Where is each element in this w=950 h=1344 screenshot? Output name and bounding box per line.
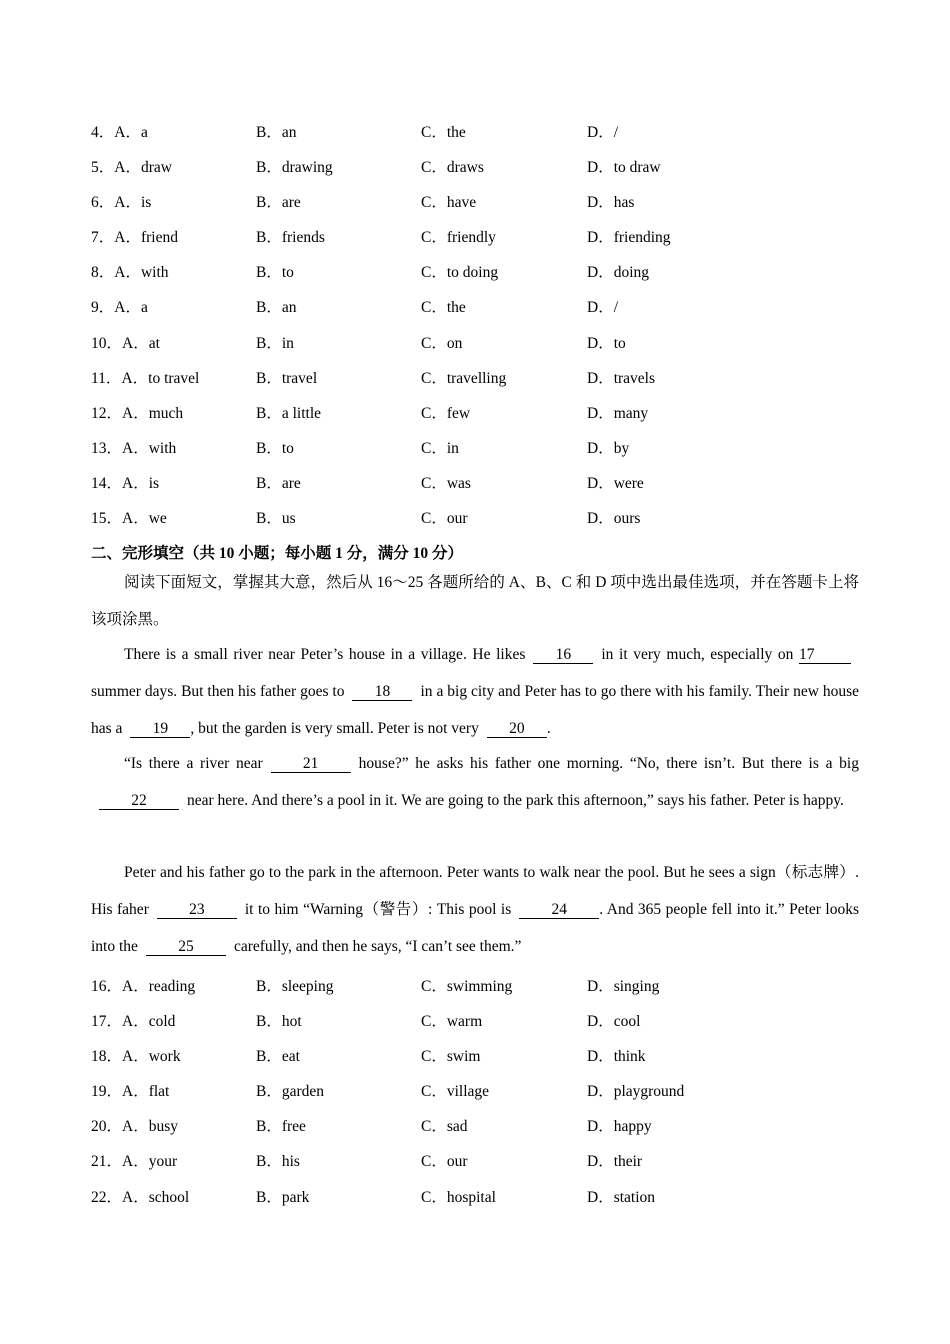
option-d: D．has [587,194,635,212]
option-d: D．happy [587,1118,652,1136]
question-row [0,1106,950,1141]
option-b: B．his [256,1153,300,1171]
question-number: 5． [91,159,115,177]
option-b: B．us [256,510,296,528]
option-b: B．friends [256,229,325,247]
blank-22: 22 [99,792,179,810]
option-d: D．travels [587,369,656,387]
option-c: C．our [421,510,468,528]
question-number: 6． [91,194,115,212]
option-a [91,225,178,247]
option-a [91,190,151,212]
option-d: D．/ [587,124,619,141]
question-row [0,1001,950,1036]
option-d: D．friending [587,229,671,247]
blank-23: 23 [157,901,237,919]
option-d: D．many [587,404,649,422]
option-d: D．to draw [587,159,661,177]
blank-16: 16 [533,646,593,664]
option-a [91,1149,177,1171]
passage-text: “Is there a river near [124,755,263,772]
option-c: C．the [421,299,466,317]
option-a-text: A．is [122,474,160,492]
option-b: B．an [256,124,297,141]
option-c: C．warm [421,1013,483,1031]
option-b: B．are [256,474,301,492]
option-b: B．eat [256,1048,300,1066]
option-d: D．by [587,439,630,457]
option-a-text: A．busy [122,1118,178,1136]
option-b: B．an [256,299,297,317]
option-a [91,331,160,353]
option-a-text: A．cold [122,1013,176,1031]
question-number: 16． [91,978,123,995]
option-d: D．to [587,334,626,352]
question-row [0,393,950,428]
question-row [0,358,950,393]
blank-18: 18 [352,683,412,701]
option-a [91,471,159,493]
option-d: D．playground [587,1083,685,1101]
passage-text: Peter and his father go to the park in the afternoon. Peter wants to walk near the pool. But he sees a sign（标志牌）. His faher [91,864,859,918]
option-a-text: A．at [122,334,160,352]
passage-paragraph-3 [91,854,859,965]
option-b: B．hot [256,1013,302,1031]
question-number: 9． [91,299,115,317]
instruction-paragraph [91,564,859,638]
option-c: C．hospital [421,1188,496,1206]
option-c: C．our [421,1153,468,1171]
question-row [0,1071,950,1106]
option-d: D．think [587,1048,646,1066]
question-row [0,252,950,287]
option-b: B．a little [256,404,322,422]
option-b: B．sleeping [256,978,334,995]
option-c: C．to doing [421,264,499,282]
option-a [91,1044,181,1066]
question-number: 21． [91,1153,123,1171]
option-d: D．/ [587,299,619,317]
passage-text: . [546,720,551,737]
option-a [91,974,195,996]
option-c: C．was [421,474,471,492]
question-number: 17． [91,1013,123,1031]
option-a-text: A．a [114,299,148,317]
section-heading-cloze: 二、完形填空（共 10 小题；每小题 1 分，满分 10 分） [91,545,464,562]
option-a [91,1009,175,1031]
question-row [0,287,950,322]
question-number: 18． [91,1048,123,1066]
option-a [91,155,172,177]
question-number: 13． [91,439,123,457]
option-a-text: A．much [122,404,184,422]
blank-24: 24 [519,901,599,919]
option-a-text: A．work [122,1048,181,1066]
question-row [0,1141,950,1176]
instruction-text: 阅读下面短文，掌握其大意，然后从 16〜25 各题所给的 A、B、C 和 D 项中选出最佳选项，并在答题卡上将该项涂黑。 [91,574,859,628]
option-a-text: A．reading [122,978,196,995]
option-a [91,506,167,528]
question-row [0,182,950,217]
option-a-text: A．to travel [121,369,200,387]
question-number: 7． [91,229,115,247]
question-number: 22． [91,1188,123,1206]
option-d: D．were [587,474,644,492]
blank-25: 25 [146,938,226,956]
options-list-part1 [0,112,950,533]
option-a [91,120,148,142]
option-a-text: A．friend [114,229,178,247]
option-c: C．few [421,404,471,422]
question-number: 15． [91,510,123,528]
question-row [0,323,950,358]
option-a [91,1114,178,1136]
option-a-text: A．with [122,439,177,457]
passage-text: carefully, and then he says, “I can’t see them.” [233,938,522,955]
question-row [0,966,950,1001]
question-row [0,147,950,182]
option-c: C．have [421,194,477,212]
option-a-text: A．a [114,124,148,141]
passage-paragraph-2 [91,745,859,819]
option-a [91,401,183,423]
option-a-text: A．we [122,510,167,528]
option-d: D．cool [587,1013,641,1031]
question-row [0,463,950,498]
option-d: D．doing [587,264,650,282]
option-a-text: A．draw [114,159,172,177]
option-c: C．sad [421,1118,468,1136]
passage-text: in a big city and Peter has to go there with his family. Their new house has a [91,683,860,737]
option-d: D．their [587,1153,643,1171]
passage-text: in it very much, especially on [601,646,794,663]
option-a-text: A．is [114,194,152,212]
blank-21: 21 [271,755,351,773]
option-c: C．village [421,1083,490,1101]
option-c: C．the [421,124,466,141]
option-a [91,1079,169,1101]
passage-text: near here. And there’s a pool in it. We are going to the park this afternoon,” says his father. Peter is happy. [187,792,844,809]
option-a [91,436,176,458]
passage-text: house?” he asks his father one morning. “No, there isn’t. But there is a big [358,755,859,772]
option-a [91,366,199,388]
question-number: 14． [91,474,123,492]
passage-text: summer days. But then his father goes to [91,683,345,700]
option-c: C．draws [421,159,484,177]
option-c: C．swim [421,1048,481,1066]
option-a-text: A．your [122,1153,178,1171]
option-c: C．friendly [421,229,496,247]
question-number: 12． [91,404,123,422]
passage-text: it to him “Warning（警告）: This pool is [244,901,512,918]
option-b: B．in [256,334,294,352]
passage-text: . And 365 people fell into it.” Peter looks into the [91,901,859,955]
option-c: C．in [421,439,459,457]
question-row [0,1036,950,1071]
options-list-part2 [0,966,950,1212]
option-a [91,295,148,317]
option-b: B．garden [256,1083,325,1101]
passage-text: , but the garden is very small. Peter is not very [190,720,479,737]
option-b: B．drawing [256,159,333,177]
question-number: 11． [91,369,122,387]
question-number: 19． [91,1083,123,1101]
option-d: D．singing [587,978,660,995]
blank-20: 20 [487,720,547,738]
question-row [0,112,950,147]
option-b: B．travel [256,369,318,387]
option-b: B．are [256,194,301,212]
option-c: C．travelling [421,369,507,387]
option-a [91,1185,189,1207]
option-b: B．to [256,439,294,457]
option-d: D．ours [587,510,641,528]
passage-paragraph-1 [91,636,859,747]
option-b: B．park [256,1188,310,1206]
question-row [0,428,950,463]
option-b: B．free [256,1118,306,1136]
blank-17: 17 [799,646,851,664]
option-a-text: A．school [122,1188,190,1206]
question-row [0,1177,950,1212]
blank-19: 19 [130,720,190,738]
option-d: D．station [587,1188,656,1206]
option-a-text: A．flat [122,1083,170,1101]
option-c: C．swimming [421,978,513,995]
question-row [0,217,950,252]
option-c: C．on [421,334,463,352]
option-a [91,260,169,282]
option-b: B．to [256,264,294,282]
question-number: 10． [91,334,123,352]
option-a-text: A．with [114,264,169,282]
question-number: 8． [91,264,115,282]
question-number: 20． [91,1118,123,1136]
passage-text: There is a small river near Peter’s house in a village. He likes [124,646,526,663]
question-number: 4． [91,124,115,141]
question-row [0,498,950,533]
